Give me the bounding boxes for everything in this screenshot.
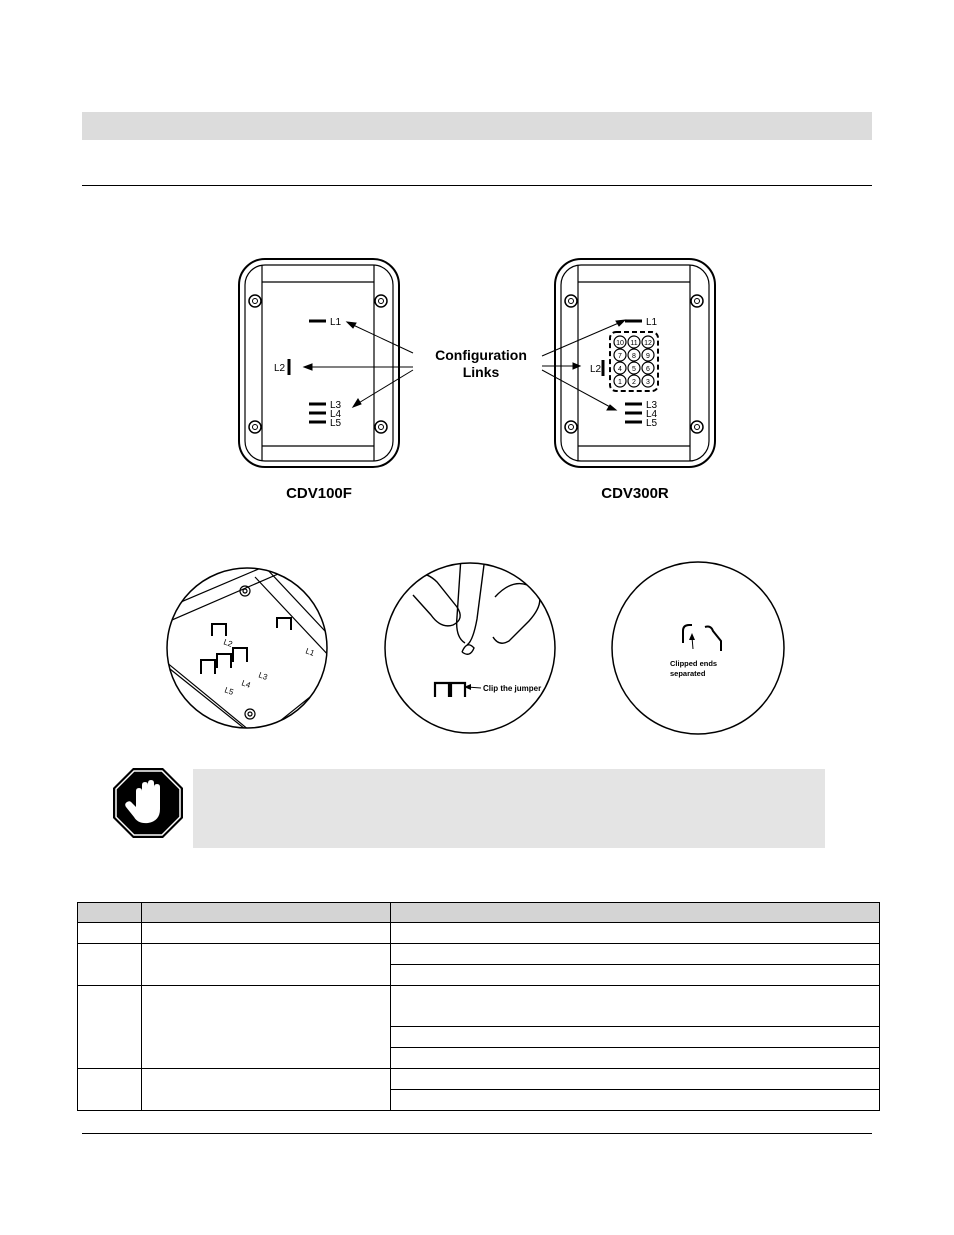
table-cell xyxy=(78,1069,142,1111)
keypad-key-label: 9 xyxy=(646,353,650,360)
closeup-l5-label: L5 xyxy=(223,685,235,697)
configuration-table xyxy=(77,902,880,1111)
clip-jumper-circle xyxy=(385,557,555,733)
header-rule xyxy=(82,185,872,186)
table-row xyxy=(78,944,880,965)
clipped-ends-circle xyxy=(612,562,784,734)
table-cell xyxy=(78,923,142,944)
keypad-key-label: 1 xyxy=(618,379,622,386)
model-label-cdv100f: CDV100F xyxy=(286,485,352,502)
closeup-l2-label: L2 xyxy=(222,637,234,649)
clipped-ends-label-line1: Clipped ends xyxy=(670,659,718,668)
cdv100f-l4-label: L4 xyxy=(330,409,342,420)
table-cell xyxy=(142,986,391,1069)
keypad xyxy=(614,336,654,387)
callout-links: Links xyxy=(462,364,500,380)
closeup-l1-label: L1 xyxy=(304,646,316,658)
cdv100f-l3-label: L3 xyxy=(330,400,342,411)
callout-configuration: Configuration xyxy=(435,347,527,363)
table-cell xyxy=(391,1048,880,1069)
keypad-key-label: 4 xyxy=(618,366,622,373)
configuration-links-figure xyxy=(236,256,726,504)
table-header-cell xyxy=(142,903,391,923)
cdv300r-l4-label: L4 xyxy=(646,409,658,420)
warning-note-box xyxy=(193,769,825,848)
footer-rule xyxy=(82,1133,872,1134)
table-cell xyxy=(78,944,142,986)
cdv300r-l1-label: L1 xyxy=(646,317,658,328)
keypad-key-label: 11 xyxy=(630,340,638,347)
table-cell xyxy=(142,1069,391,1111)
cdv300r-unit xyxy=(555,259,715,467)
clip-jumper-label: Clip the jumper xyxy=(483,684,542,693)
table-header-cell xyxy=(391,903,880,923)
cdv300r-l5-label: L5 xyxy=(646,418,658,429)
section-header-bar xyxy=(82,112,872,140)
keypad-key-label: 10 xyxy=(616,340,624,347)
table-row xyxy=(78,1069,880,1090)
closeup-l3-label: L3 xyxy=(257,670,269,682)
jumper-clipping-figure xyxy=(165,557,791,741)
keypad-key-label: 5 xyxy=(632,366,636,373)
keypad-key-label: 2 xyxy=(632,379,636,386)
table-row xyxy=(78,986,880,1027)
links-closeup-circle xyxy=(165,562,340,741)
table-cell xyxy=(391,965,880,986)
table-cell xyxy=(391,1090,880,1111)
cdv300r-l2-label: L2 xyxy=(590,364,602,375)
table-cell xyxy=(391,986,880,1027)
table-cell xyxy=(391,923,880,944)
keypad-key-label: 3 xyxy=(646,379,650,386)
keypad-key-label: 8 xyxy=(632,353,636,360)
table-cell xyxy=(142,923,391,944)
keypad-key-label: 6 xyxy=(646,366,650,373)
keypad-key-label: 7 xyxy=(618,353,622,360)
table-cell xyxy=(142,944,391,986)
table-row xyxy=(78,923,880,944)
stop-hand-icon xyxy=(112,767,184,839)
cdv100f-l2-label: L2 xyxy=(274,363,286,374)
cdv100f-l1-label: L1 xyxy=(330,317,342,328)
table-cell xyxy=(78,986,142,1069)
model-label-cdv300r: CDV300R xyxy=(601,485,669,502)
table-cell xyxy=(391,1069,880,1090)
table-header-row xyxy=(78,903,880,923)
keypad-key-label: 12 xyxy=(644,340,652,347)
cdv100f-l5-label: L5 xyxy=(330,418,342,429)
cdv100f-unit xyxy=(239,259,399,467)
closeup-l4-label: L4 xyxy=(240,678,252,690)
cdv300r-l3-label: L3 xyxy=(646,400,658,411)
table-cell xyxy=(391,944,880,965)
table-header-cell xyxy=(78,903,142,923)
clipped-ends-label-line2: separated xyxy=(670,669,706,678)
table-cell xyxy=(391,1027,880,1048)
